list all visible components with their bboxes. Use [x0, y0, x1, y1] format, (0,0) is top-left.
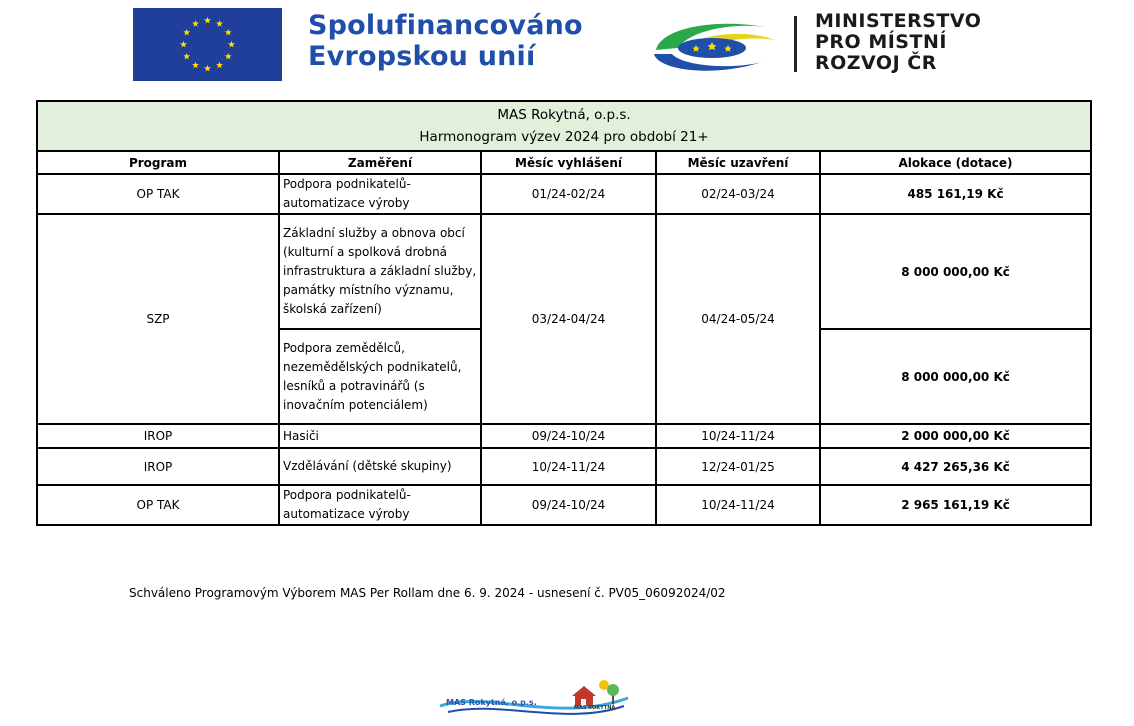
- cell-focus: Podpora zemědělců, nezemědělských podnikatelů, lesníků a potravinářů (s inovačním potenciálem): [279, 329, 481, 424]
- cell-focus: Základní služby a obnova obcí (kulturní a spolková drobná infrastruktura a základní služby, památky místního významu, školská zařízení): [279, 214, 481, 329]
- eu-star-icon: [183, 53, 190, 60]
- table-title: [37, 101, 1091, 151]
- column-header-open-month: Měsíc vyhlášení: [481, 151, 656, 174]
- logo-divider: [794, 16, 797, 72]
- table-title-schedule: Harmonogram výzev 2024 pro období 21+: [419, 129, 709, 145]
- cell-program: IROP: [37, 424, 279, 448]
- eu-star-icon: [228, 41, 235, 48]
- column-header-allocation: Alokace (dotace): [820, 151, 1091, 174]
- eu-star-icon: [204, 17, 211, 24]
- table-row: [37, 214, 1091, 329]
- mas-logo-small-text: MAS ROKYTNÁ: [574, 705, 616, 711]
- cell-close-month: 12/24-01/25: [656, 448, 820, 485]
- eu-star-icon: [192, 62, 199, 69]
- cell-close-month: 04/24-05/24: [656, 214, 820, 424]
- mas-logo-text: MAS Rokytná, o.p.s.: [446, 698, 537, 707]
- table-header-row: [37, 151, 1091, 174]
- cell-open-month: 10/24-11/24: [481, 448, 656, 485]
- cell-program: SZP: [37, 214, 279, 424]
- schedule-table: [36, 100, 1092, 526]
- eu-star-icon: [225, 53, 232, 60]
- column-header-close-month: Měsíc uzavření: [656, 151, 820, 174]
- cell-focus: Podpora podnikatelů-automatizace výroby: [279, 485, 481, 525]
- eu-star-icon: [216, 20, 223, 27]
- cell-focus: Podpora podnikatelů-automatizace výroby: [279, 174, 481, 214]
- cell-open-month: 09/24-10/24: [481, 424, 656, 448]
- eu-flag-icon: [133, 8, 282, 81]
- cell-focus: Vzdělávání (dětské skupiny): [279, 448, 481, 485]
- eu-star-icon: [192, 20, 199, 27]
- cell-open-month: 03/24-04/24: [481, 214, 656, 424]
- ministry-line2: PRO MÍSTNÍ: [815, 31, 947, 53]
- approval-note: Schváleno Programovým Výborem MAS Per Rollam dne 6. 9. 2024 - usnesení č. PV05_06092024/02: [129, 586, 726, 600]
- cell-program: IROP: [37, 448, 279, 485]
- ministry-line3: ROZVOJ ČR: [815, 52, 937, 74]
- eu-text-line2: Evropskou unií: [308, 41, 536, 72]
- eu-star-icon: [183, 29, 190, 36]
- table-row: [37, 424, 1091, 448]
- column-header-focus: Zaměření: [279, 151, 481, 174]
- cell-close-month: 02/24-03/24: [656, 174, 820, 214]
- cell-allocation: 485 161,19 Kč: [820, 174, 1091, 214]
- cell-allocation: 2 000 000,00 Kč: [820, 424, 1091, 448]
- table-title-org: MAS Rokytná, o.p.s.: [497, 107, 631, 123]
- eu-star-icon: [225, 29, 232, 36]
- cell-allocation: 2 965 161,19 Kč: [820, 485, 1091, 525]
- eu-text-line1: Spolufinancováno: [308, 10, 583, 41]
- cell-open-month: 01/24-02/24: [481, 174, 656, 214]
- cell-close-month: 10/24-11/24: [656, 485, 820, 525]
- cell-close-month: 10/24-11/24: [656, 424, 820, 448]
- mmr-logo-icon: [652, 18, 776, 74]
- eu-cofinancing-text: [308, 10, 583, 72]
- table-row: [37, 485, 1091, 525]
- ministry-name: [815, 11, 981, 74]
- cell-allocation: 8 000 000,00 Kč: [820, 329, 1091, 424]
- table-row: [37, 448, 1091, 485]
- cell-program: OP TAK: [37, 485, 279, 525]
- eu-star-icon: [204, 65, 211, 72]
- cell-open-month: 09/24-10/24: [481, 485, 656, 525]
- cell-allocation: 4 427 265,36 Kč: [820, 448, 1091, 485]
- eu-star-icon: [216, 62, 223, 69]
- cell-program: OP TAK: [37, 174, 279, 214]
- eu-star-icon: [180, 41, 187, 48]
- ministry-line1: MINISTERSTVO: [815, 10, 982, 32]
- column-header-program: Program: [37, 151, 279, 174]
- cell-allocation: 8 000 000,00 Kč: [820, 214, 1091, 329]
- table-row: [37, 174, 1091, 214]
- cell-focus: Hasiči: [279, 424, 481, 448]
